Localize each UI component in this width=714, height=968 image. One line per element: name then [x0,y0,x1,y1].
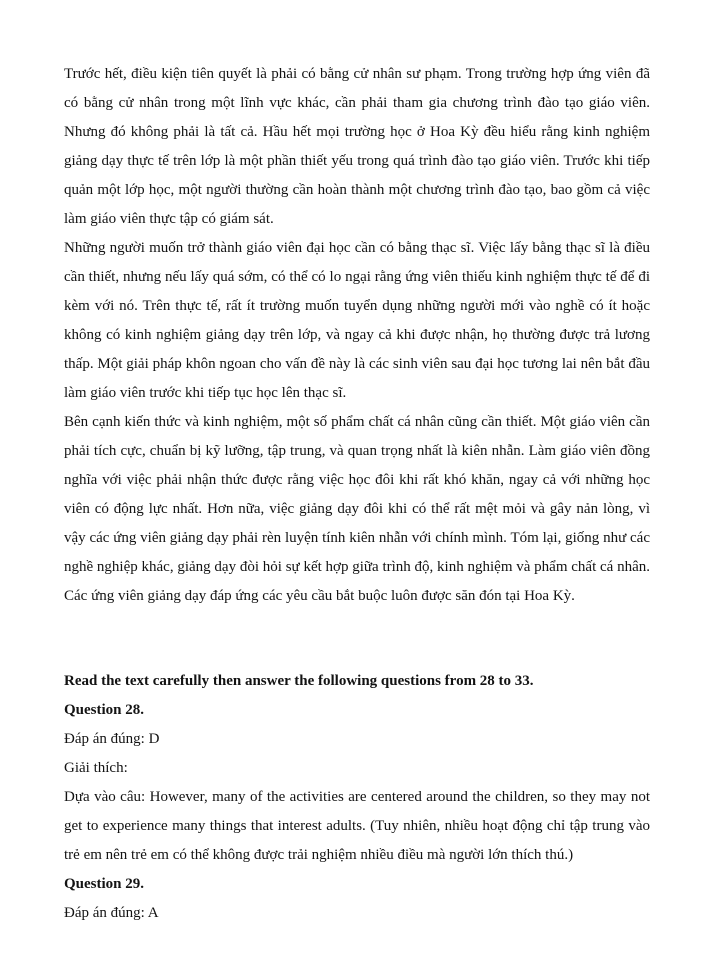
question-29-answer: Đáp án đúng: A [64,905,159,921]
question-29-title: Question 29. [64,876,145,892]
paragraph-masters-degree: Những người muốn trở thành giáo viên đại học cần có bằng thạc sĩ. Việc lấy bằng thạc sĩ là điều cần thiết, nhưng nếu lấy quá sớm, có thể có lo ngại rằng ứng viên thiếu kinh nghiệm thực tế để đi kèm với nó. Trên thực tế, rất ít trường muốn tuyển dụng những người mới vào nghề có ít hoặc không có kinh nghiệm giảng dạy trên lớp, và ngay cả khi được nhận, họ thường được trả lương thấp. Một giải pháp khôn ngoan cho vấn đề này là các sinh viên sau đại học tương lai nên bắt đầu làm giáo viên trước khi tiếp tục học lên thạc sĩ. [64,240,650,401]
paragraph-requirements-bachelor: Trước hết, điều kiện tiên quyết là phải có bằng cử nhân sư phạm. Trong trường hợp ứng viên đã có bằng cử nhân trong một lĩnh vực khác, cần phải tham gia chương trình đào tạo giáo viên. Nhưng đó không phải là tất cả. Hầu hết mọi trường học ở Hoa Kỳ đều hiểu rằng kinh nghiệm giảng dạy thực tế trên lớp là một phần thiết yếu trong quá trình đào tạo giáo viên. Trước khi tiếp quản một lớp học, một người thường cần hoàn thành một chương trình đào tạo, bao gồm cả việc làm giáo viên thực tập có giám sát. [64,66,650,227]
question-28-explanation: Dựa vào câu: However, many of the activities are centered around the children, so they may not get to experience many things that interest adults. (Tuy nhiên, nhiều hoạt động chỉ tập trung vào trẻ em nên trẻ em có thể không được trải nghiệm nhiều điều mà người lớn thích thú.) [64,789,650,863]
instruction-heading: Read the text carefully then answer the following questions from 28 to 33. [64,673,534,689]
question-28-title: Question 28. [64,702,145,718]
paragraph-personal-qualities: Bên cạnh kiến thức và kinh nghiệm, một số phẩm chất cá nhân cũng cần thiết. Một giáo viên cần phải tích cực, chuẩn bị kỹ lưỡng, tập trung, và quan trọng nhất là kiên nhẫn. Làm giáo viên đồng nghĩa với việc phải nhận thức được rằng việc học đôi khi rất khó khăn, ngay cả với những học viên có động lực nhất. Hơn nữa, việc giảng dạy đôi khi có thể rất mệt mỏi và gây nản lòng, vì vậy các ứng viên giảng dạy phải rèn luyện tính kiên nhẫn với chính mình. Tóm lại, giống như các nghề nghiệp khác, giảng dạy đòi hỏi sự kết hợp giữa trình độ, kinh nghiệm và phẩm chất cá nhân. Các ứng viên giảng dạy đáp ứng các yêu cầu bắt buộc luôn được săn đón tại Hoa Kỳ. [64,414,650,604]
question-28-answer: Đáp án đúng: D [64,731,160,747]
question-28-explain-label: Giải thích: [64,760,128,776]
